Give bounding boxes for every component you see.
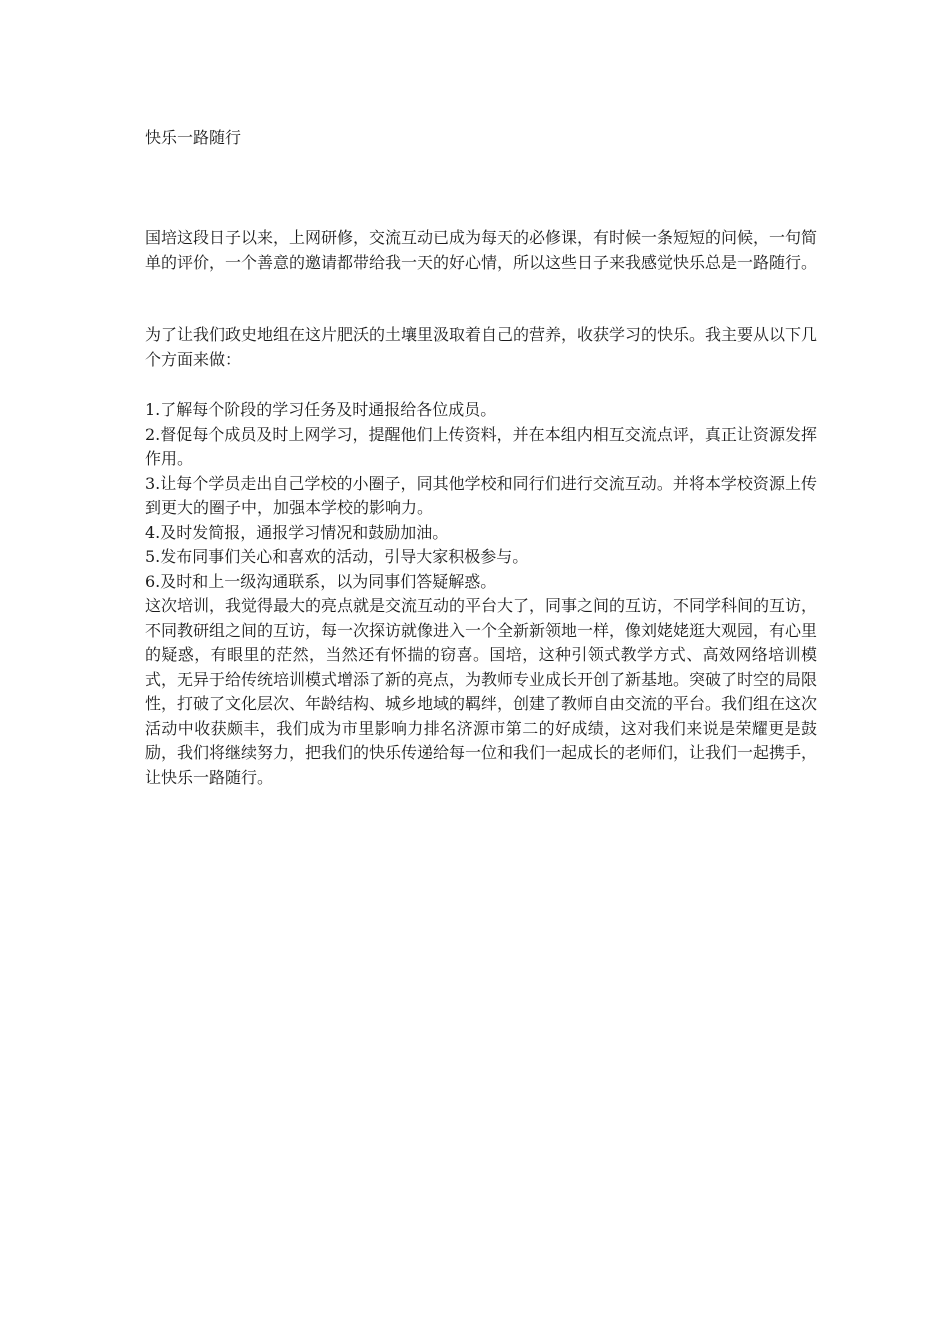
list-item: 1.了解每个阶段的学习任务及时通报给各位成员。 xyxy=(145,400,497,419)
list-item: 2.督促每个成员及时上网学习，提醒他们上传资料，并在本组内相互交流点评，真正让资源发挥作用。 xyxy=(145,424,817,468)
list-item: 6.及时和上一级沟通联系，以为同事们答疑解惑。 xyxy=(145,571,497,591)
list-item: 5.发布同事们关心和喜欢的活动，引导大家积极参与。 xyxy=(145,547,529,566)
method-list xyxy=(145,398,817,790)
list-item: 4.及时发简报，通报学习情况和鼓励加油。 xyxy=(145,522,449,542)
list-item: 3.让每个学员走出自己学校的小圈子，同其他学校和同行们进行交流互动。并将本学校资源上传到更大的圈子中，加强本学校的影响力。 xyxy=(145,473,817,517)
intro-paragraph: 国培这段日子以来，上网研修，交流互动已成为每天的必修课，有时候一条短短的问候，一句简单的评价，一个善意的邀请都带给我一天的好心情，所以这些日子来我感觉快乐总是一路随行。 xyxy=(145,228,818,272)
document-title: 快乐一路随行 xyxy=(145,128,242,147)
closing-paragraph: 这次培训，我觉得最大的亮点就是交流互动的平台大了，同事之间的互访，不同学科间的互访，不同教研组之间的互访，每一次探访就像进入一个全新新领地一样，像刘姥姥逛大观园，有心里的疑惑，有眼里的茫然，当然还有怀揣的窃喜。国培，这种引领式教学方式、高效网络培训模式，无异于给传统培训模式增添了新的亮点，为教师专业成长开创了新基地。突破了时空的局限性，打破了文化层次、年龄结构、城乡地域的羁绊，创建了教师自由交流的平台。我们组在这次活动中收获颇丰，我们成为市里影响力排名济源市第二的好成绩，这对我们来说是荣耀更是鼓励，我们将继续努力，把我们的快乐传递给每一位和我们一起成长的老师们，让我们一起携手，让快乐一路随行。 xyxy=(145,596,818,787)
method-paragraph: 为了让我们政史地组在这片肥沃的土壤里汲取着自己的营养，收获学习的快乐。我主要从以下几个方面来做： xyxy=(145,325,818,369)
